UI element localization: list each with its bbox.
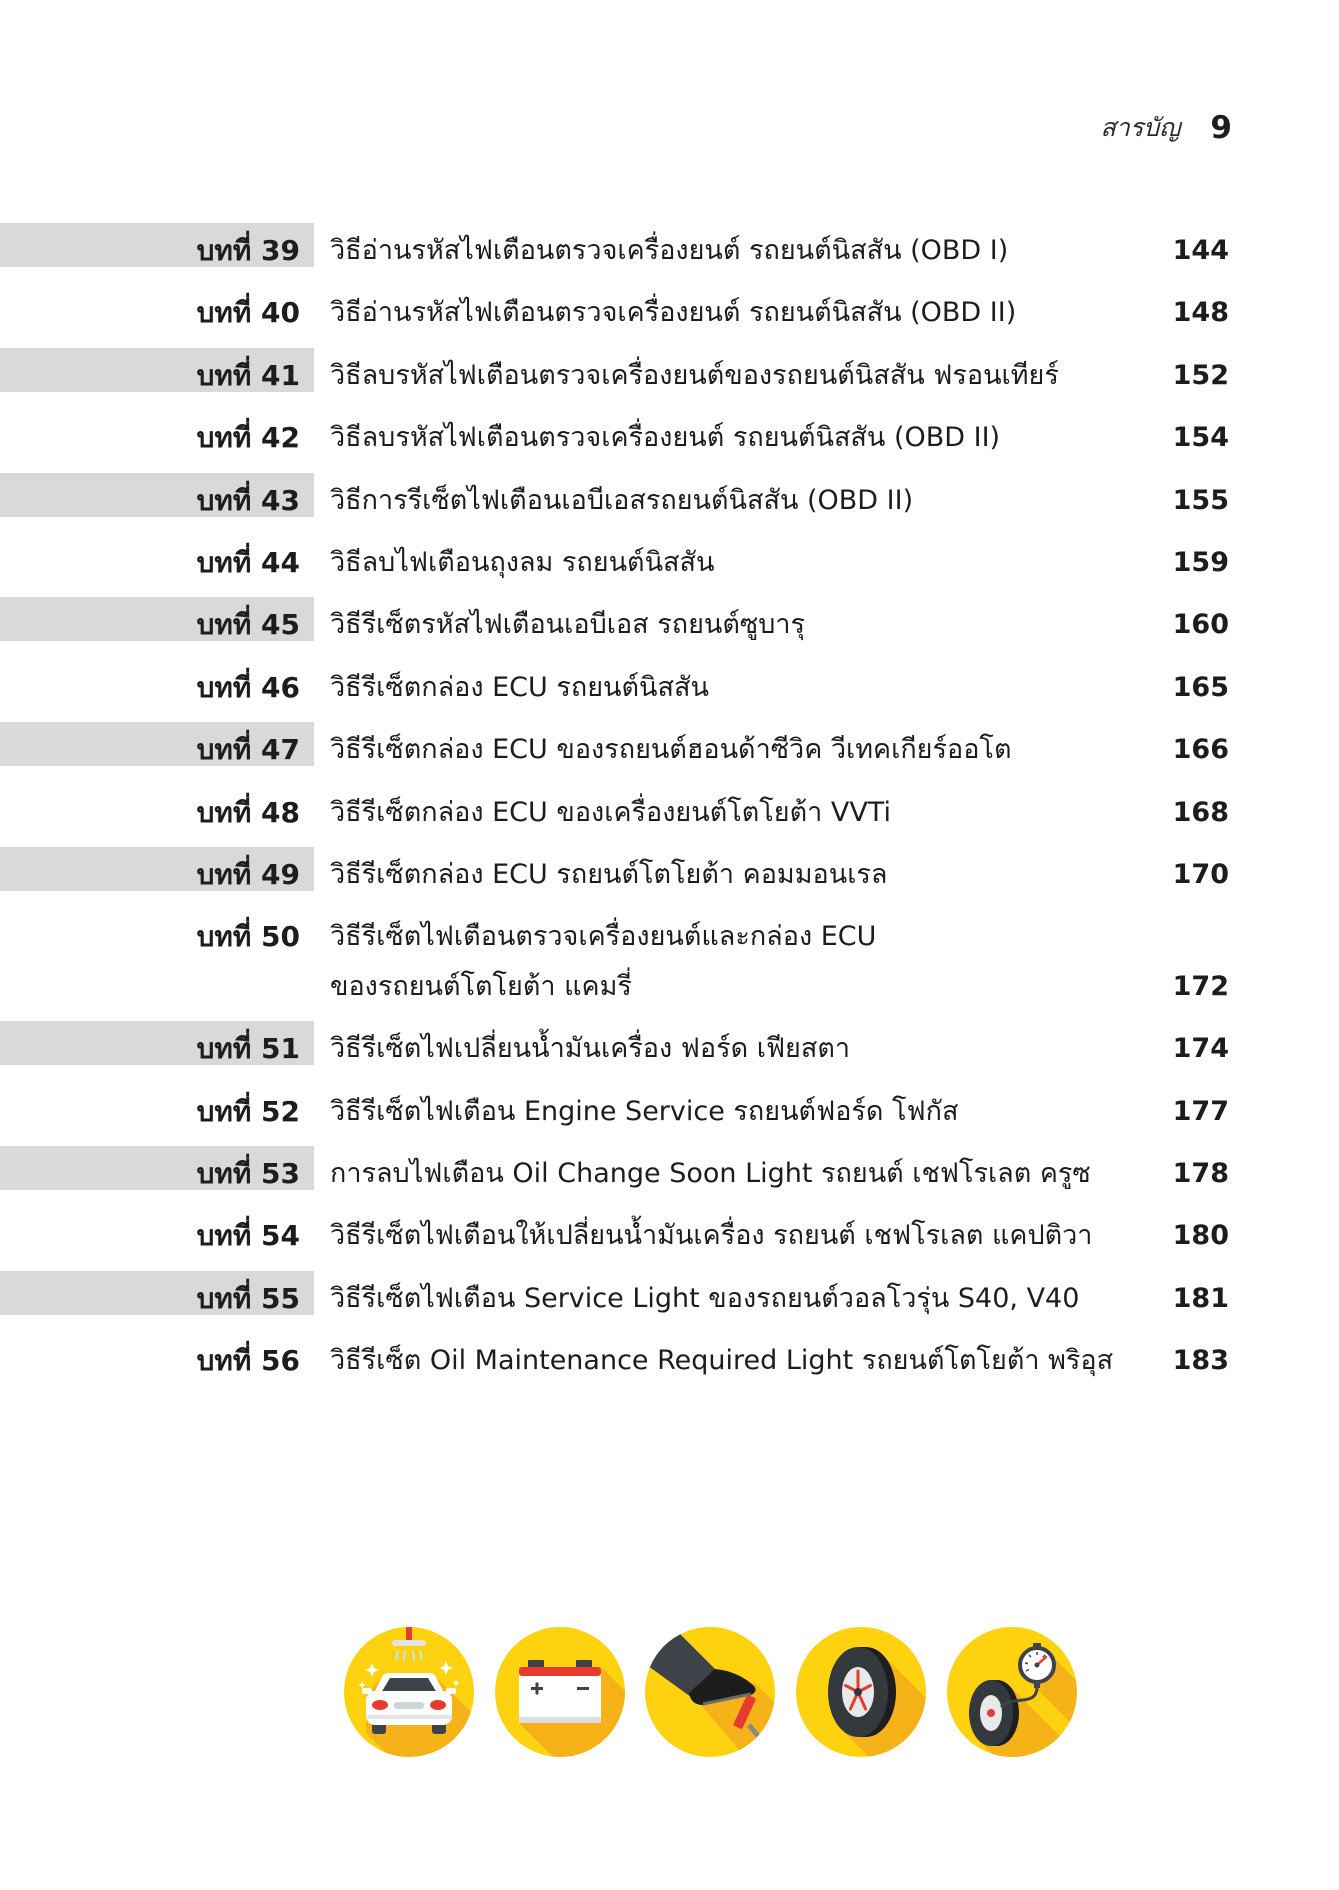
tire-pressure-gauge-icon <box>947 1627 1077 1757</box>
chapter-label: บทที่ 45 <box>196 608 300 642</box>
chapter-page: 160 <box>1172 609 1229 641</box>
chapter-label: บทที่ 54 <box>196 1219 300 1253</box>
chapter-title <box>330 532 1120 594</box>
toc-entry <box>0 470 1339 532</box>
chapter-label: บทที่ 42 <box>196 421 300 455</box>
chapter-label: บทที่ 40 <box>196 296 300 330</box>
toc-entry <box>0 282 1339 344</box>
toc-entry <box>0 407 1339 469</box>
chapter-title <box>330 1330 1120 1392</box>
section-title: สารบัญ <box>1100 113 1181 142</box>
chapter-label: บทที่ 55 <box>196 1281 300 1315</box>
chapter-title <box>330 345 1120 407</box>
chapter-title-line: การลบไฟเตือน Oil Change Soon Light รถยนต์ เชฟโรเลต ครูซ <box>330 1158 1091 1190</box>
chapter-title-line: ของรถยนต์โตโยต้า แคมรี่ <box>330 971 632 1003</box>
chapter-title-line: วิธีอ่านรหัสไฟเตือนตรวจเครื่องยนต์ รถยนต์นิสสัน (OBD I) <box>330 235 1009 266</box>
chapter-title <box>330 782 1120 844</box>
chapter-title <box>330 470 1120 532</box>
chapter-page: 183 <box>1172 1345 1229 1377</box>
chapter-page: 174 <box>1172 1033 1229 1065</box>
chapter-title-line: วิธีรีเซ็ตไฟเตือนให้เปลี่ยนน้ำมันเครื่อง รถยนต์ เชฟโรเลต แคปติวา <box>330 1220 1093 1252</box>
chapter-label: บทที่ 41 <box>196 358 300 392</box>
chapter-title-line: วิธีรีเซ็ต Oil Maintenance Required Light รถยนต์โตโยต้า พริอุส <box>330 1345 1114 1377</box>
chapter-page: 177 <box>1172 1095 1229 1127</box>
chapter-title-line: วิธีอ่านรหัสไฟเตือนตรวจเครื่องยนต์ รถยนต์นิสสัน (OBD II) <box>330 297 1017 329</box>
chapter-page: 148 <box>1172 297 1229 329</box>
chapter-label: บทที่ 50 <box>196 920 300 954</box>
chapter-page: 178 <box>1172 1158 1229 1190</box>
decorative-icon-row <box>0 1627 1339 1757</box>
toc-entry <box>0 719 1339 781</box>
chapter-title-line: วิธีรีเซ็ตกล่อง ECU ของเครื่องยนต์โตโยต้า VVTi <box>330 796 891 828</box>
chapter-page: 168 <box>1172 796 1229 828</box>
chapter-title <box>330 719 1120 781</box>
chapter-title <box>330 657 1120 719</box>
chapter-page: 152 <box>1172 359 1229 391</box>
chapter-page: 181 <box>1172 1282 1229 1314</box>
chapter-title-line: วิธีรีเซ็ตรหัสไฟเตือนเอบีเอส รถยนต์ซูบารุ <box>330 609 806 641</box>
chapter-page: 170 <box>1172 858 1229 890</box>
chapter-label: บทที่ 51 <box>196 1032 300 1066</box>
chapter-label: บทที่ 53 <box>196 1157 300 1191</box>
running-header <box>1101 108 1232 148</box>
chapter-title <box>330 906 1120 1012</box>
chapter-page: 166 <box>1172 734 1229 766</box>
chapter-page: 172 <box>1172 971 1229 1003</box>
toc-entry <box>0 657 1339 719</box>
chapter-title-line: วิธีรีเซ็ตกล่อง ECU รถยนต์โตโยต้า คอมมอนเรล <box>330 858 888 890</box>
toc-entry <box>0 1081 1339 1143</box>
chapter-title-line: วิธีรีเซ็ตกล่อง ECU รถยนต์นิสสัน <box>330 671 709 703</box>
toc-entry <box>0 906 1339 1018</box>
toc-entry <box>0 220 1339 282</box>
chapter-title <box>330 1205 1120 1267</box>
chapter-title <box>330 282 1120 344</box>
chapter-title <box>330 1081 1120 1143</box>
chapter-label: บทที่ 43 <box>196 483 300 517</box>
chapter-title-line: วิธีการรีเซ็ตไฟเตือนเอบีเอสรถยนต์นิสสัน (OBD II) <box>330 484 914 516</box>
chapter-title <box>330 1018 1120 1080</box>
toc-entry <box>0 1268 1339 1330</box>
chapter-title <box>330 844 1120 906</box>
toc-entry <box>0 594 1339 656</box>
chapter-page: 155 <box>1172 484 1229 516</box>
chapter-page: 154 <box>1172 422 1229 454</box>
toc-entry <box>0 844 1339 906</box>
chapter-title-line: วิธีลบรหัสไฟเตือนตรวจเครื่องยนต์ รถยนต์นิสสัน (OBD II) <box>330 422 1001 454</box>
toc-entry <box>0 345 1339 407</box>
chapter-label: บทที่ 49 <box>196 857 300 891</box>
toc-entry <box>0 1330 1339 1392</box>
chapter-label: บทที่ 52 <box>196 1094 300 1128</box>
tire-icon <box>796 1627 926 1757</box>
chapter-label: บทที่ 46 <box>196 670 300 704</box>
toc-entry <box>0 532 1339 594</box>
chapter-title-line: วิธีลบรหัสไฟเตือนตรวจเครื่องยนต์ของรถยนต์นิสสัน ฟรอนเทียร์ <box>330 359 1059 391</box>
chapter-page: 159 <box>1172 546 1229 578</box>
chapter-label: บทที่ 44 <box>196 545 300 579</box>
car-battery-icon <box>495 1627 625 1757</box>
chapter-title-line: วิธีรีเซ็ตไฟเตือน Service Light ของรถยนต์วอลโวรุ่น S40, V40 <box>330 1282 1080 1314</box>
chapter-title-line: วิธีรีเซ็ตกล่อง ECU ของรถยนต์ฮอนด้าซีวิค วีเทคเกียร์ออโต <box>330 734 1012 766</box>
chapter-page: 165 <box>1172 671 1229 703</box>
table-of-contents <box>0 220 1339 1393</box>
header-page-number: 9 <box>1210 110 1232 146</box>
chapter-page: 144 <box>1172 235 1229 266</box>
toc-entry <box>0 1143 1339 1205</box>
chapter-title <box>330 594 1120 656</box>
chapter-label: บทที่ 47 <box>196 733 300 767</box>
chapter-page: 180 <box>1172 1220 1229 1252</box>
chapter-title <box>330 407 1120 469</box>
toc-entry <box>0 1018 1339 1080</box>
chapter-title-line: วิธีลบไฟเตือนถุงลม รถยนต์นิสสัน <box>330 546 715 578</box>
chapter-title-line: วิธีรีเซ็ตไฟเปลี่ยนน้ำมันเครื่อง ฟอร์ด เฟียสตา <box>330 1033 851 1065</box>
chapter-label: บทที่ 39 <box>196 234 300 267</box>
chapter-title <box>330 1143 1120 1205</box>
chapter-label: บทที่ 48 <box>196 795 300 829</box>
foot-pedal-icon <box>645 1627 775 1757</box>
chapter-label: บทที่ 56 <box>196 1344 300 1378</box>
chapter-title <box>330 220 1120 282</box>
chapter-title <box>330 1268 1120 1330</box>
toc-entry <box>0 1205 1339 1267</box>
toc-entry <box>0 782 1339 844</box>
chapter-title-line: วิธีรีเซ็ตไฟเตือนตรวจเครื่องยนต์และกล่อง ECU <box>330 921 877 953</box>
car-wash-icon <box>344 1627 474 1757</box>
chapter-title-line: วิธีรีเซ็ตไฟเตือน Engine Service รถยนต์ฟอร์ด โฟกัส <box>330 1095 959 1127</box>
